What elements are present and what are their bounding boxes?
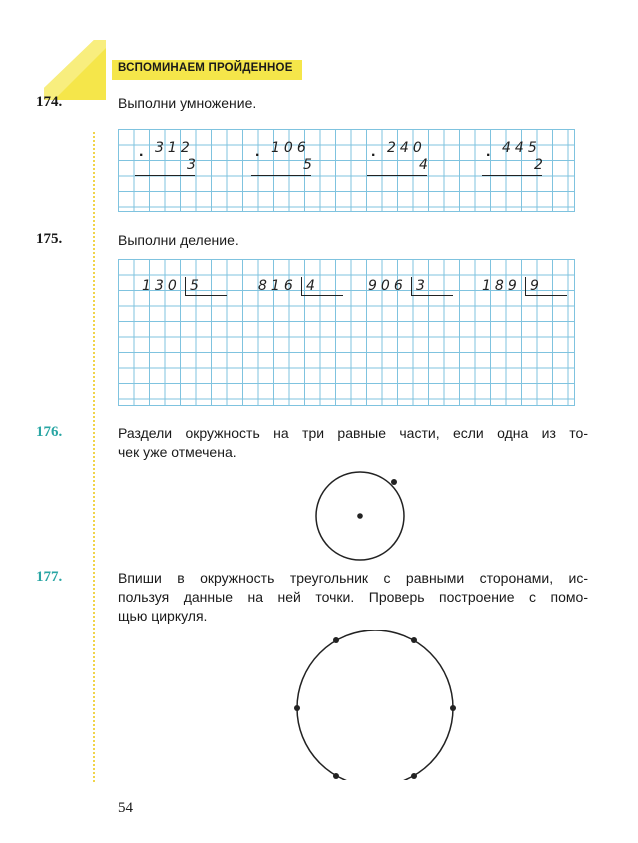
multiply-underline xyxy=(367,175,427,176)
exercise-text-175: Выполни деление. xyxy=(118,232,239,248)
margin-divider xyxy=(93,132,95,782)
circle-176-marked-point xyxy=(391,479,397,485)
exercise-text-176 xyxy=(118,424,588,462)
division-divisor: 4 xyxy=(306,278,319,294)
exercise-number-177: 177. xyxy=(36,569,63,585)
multiply-operator: . xyxy=(371,143,376,160)
division-divisor: 5 xyxy=(190,278,203,294)
division-quotient-line xyxy=(411,295,453,296)
exercise-text-177-line1: Впиши в окружность треугольник с равными сторонами, ис- xyxy=(118,570,588,586)
exercise-number-175: 175. xyxy=(36,231,63,247)
division-bar xyxy=(301,277,302,296)
exercise-text-177-line3: щью циркуля. xyxy=(118,608,208,624)
multiply-bottom-number: 2 xyxy=(534,157,547,173)
section-title: ВСПОМИНАЕМ ПРОЙДЕННОЕ xyxy=(118,62,293,74)
division-quotient-line xyxy=(525,295,567,296)
page-number: 54 xyxy=(118,800,133,816)
multiply-top-number: 106 xyxy=(271,140,310,156)
multiply-operator: . xyxy=(486,143,491,160)
multiply-bottom-number: 4 xyxy=(419,157,432,173)
division-grid xyxy=(118,259,575,406)
circle-177 xyxy=(297,630,453,780)
exercise-text-177 xyxy=(118,569,588,626)
exercise-number-176: 176. xyxy=(36,424,63,440)
circle-176-figure xyxy=(312,468,408,564)
division-bar xyxy=(185,277,186,296)
division-dividend: 816 xyxy=(258,278,297,294)
circle-177-point xyxy=(411,637,417,643)
circle-177-point xyxy=(294,705,300,711)
multiplication-grid xyxy=(118,129,575,212)
division-bar xyxy=(411,277,412,296)
division-dividend: 906 xyxy=(368,278,407,294)
multiply-operator: . xyxy=(255,143,260,160)
exercise-text-176-line1: Раздели окружность на три равные части, если одна из то- xyxy=(118,425,588,441)
multiply-operator: . xyxy=(139,143,144,160)
multiply-bottom-number: 3 xyxy=(187,157,200,173)
circle-177-point xyxy=(450,705,456,711)
multiply-top-number: 240 xyxy=(387,140,426,156)
multiply-underline xyxy=(135,175,195,176)
circle-177-figure xyxy=(290,630,460,780)
exercise-text-174: Выполни умножение. xyxy=(118,95,257,111)
multiply-bottom-number: 5 xyxy=(303,157,316,173)
division-dividend: 189 xyxy=(482,278,521,294)
exercise-number-174: 174. xyxy=(36,94,63,110)
division-quotient-line xyxy=(301,295,343,296)
circle-177-point xyxy=(411,773,417,779)
division-dividend: 130 xyxy=(142,278,181,294)
division-quotient-line xyxy=(185,295,227,296)
multiply-underline xyxy=(482,175,542,176)
multiply-top-number: 445 xyxy=(502,140,541,156)
corner-triangle-decoration xyxy=(44,40,106,100)
division-divisor: 3 xyxy=(416,278,429,294)
circle-177-point xyxy=(333,637,339,643)
multiply-top-number: 312 xyxy=(155,140,194,156)
circle-177-point xyxy=(333,773,339,779)
division-divisor: 9 xyxy=(530,278,543,294)
multiply-underline xyxy=(251,175,311,176)
division-bar xyxy=(525,277,526,296)
circle-176-center-point xyxy=(357,513,363,519)
exercise-text-176-line2: чек уже отмечена. xyxy=(118,444,237,460)
exercise-text-177-line2: пользуя данные на ней точки. Проверь построение с помо- xyxy=(118,589,588,605)
